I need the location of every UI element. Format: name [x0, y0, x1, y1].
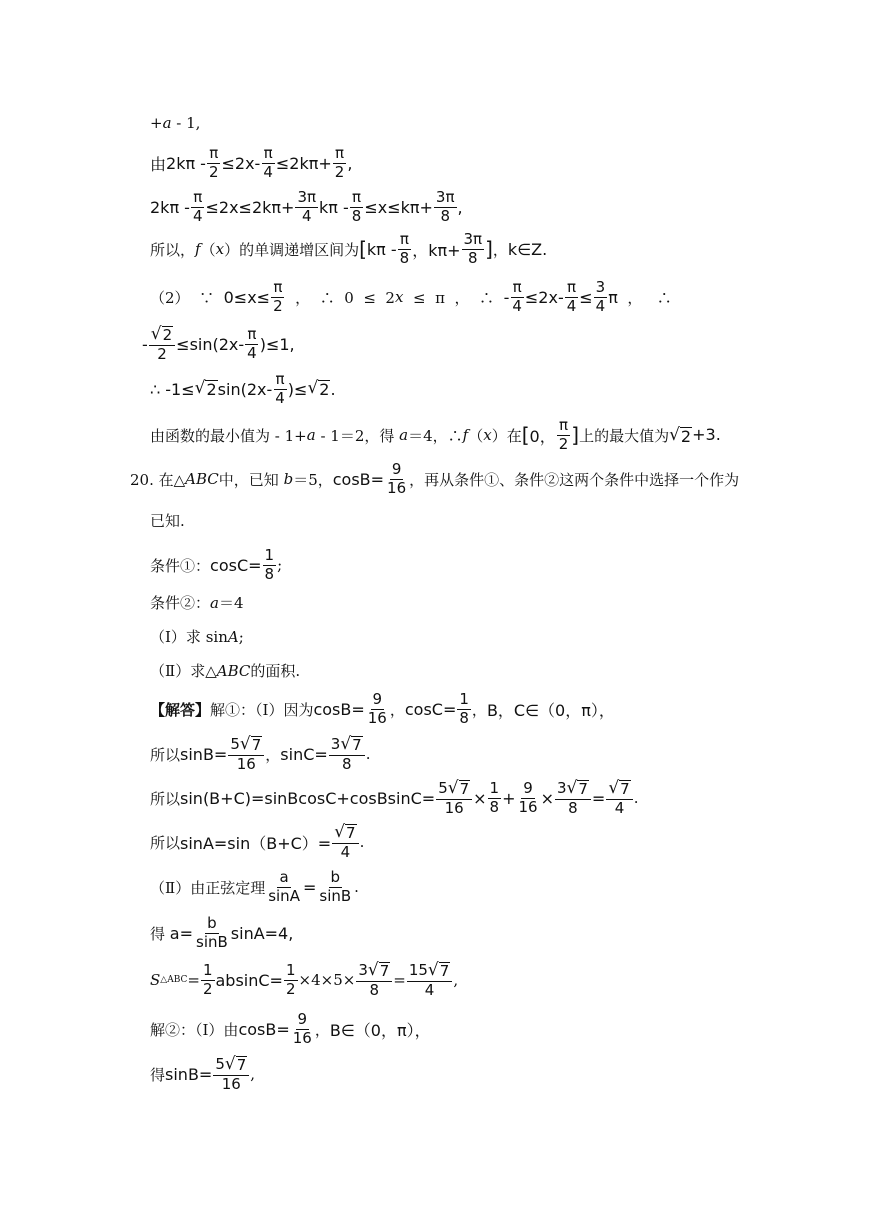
line-8: 由函数的最小值为 - 1+ a - 1＝2，得 a ＝4，∴ f （ x ）在 [ 0， $\frac{\pi}{2}$ ] 上的最大值为 √ 2 +3.: [150, 416, 721, 453]
line-23: 得 sinB= 5 √ 7 16 ,: [150, 1054, 256, 1093]
line-1: + a - 1,: [150, 114, 201, 132]
line-5: （2） ∵ 0≤x≤ $\frac{\pi}{2}$ ， ∴ 0 ≤ 2 x ≤ π ， ∴ - $\frac{\pi}{4}$ ≤2x- $\frac{\pi}{4}$ ≤ $\frac{3}{4}$ π ， ∴: [150, 278, 672, 315]
line-2: 由 2kπ - $\frac{\pi}{2}$ ≤2x- $\frac{\pi}{4}$ ≤2kπ+ $\frac{\pi}{2}$ ,: [150, 144, 353, 181]
condition-1: 条件①： cosC= $\frac{1}{8}$ ;: [150, 546, 283, 583]
problem-20-statement: 20. 在△ ABC 中，已知 b ＝5， cosB= $\frac{9}{16}$ ，再从条件①、条件②这两个条件中选择一个作为: [130, 460, 740, 497]
line-10: 已知.: [150, 512, 185, 530]
line-7: ∴ -1≤ √ 2 sin(2x- $\frac{\pi}{4}$ )≤ √ 2 .: [150, 370, 336, 407]
line-22: 解②：（Ⅰ）由 cosB= $\frac{9}{16}$ ， B∈（0，π），: [150, 1010, 431, 1047]
line-18: 所以 sinA=sin（B+C）= √ 7 4 .: [150, 822, 365, 861]
line-21: S △ABC = $\frac{1}{2}$ absinC= $\frac{1}{2}$ ×4×5× 3 √ 7 8 = 15 √ 7 4 ,: [150, 960, 459, 999]
condition-2: 条件②： a ＝4: [150, 593, 244, 612]
line-19: （Ⅱ）由正弦定理 $\frac{a}{\sin A}$ = $\frac{b}{\sin B}$ .: [150, 868, 359, 905]
question-1: （Ⅰ）求 sin A ;: [150, 627, 244, 646]
question-2: （Ⅱ）求△ ABC 的面积.: [150, 661, 301, 680]
line-6: - √ 2 2 ≤sin(2x- $\frac{\pi}{4}$ )≤1,: [142, 324, 295, 363]
line-3: 2kπ - $\frac{\pi}{4}$ ≤2x≤2kπ+ $\frac{3\pi}{4}$ kπ - $\frac{\pi}{8}$ ≤x≤kπ+ $\frac{3\pi}{8}$ ,: [150, 188, 463, 225]
solution-header: 【解答】 解①：（Ⅰ）因为 cosB= $\frac{9}{16}$ ， cosC= $\frac{1}{8}$ ， B，C∈（0，π），: [150, 690, 615, 727]
line-17: 所以 sin(B+C)=sinBcosC+cosBsinC= 5 √ 7 16 × $\frac{1}{8}$ + $\frac{9}{16}$ × 3 √ 7 8 = √ 7 4 .: [150, 778, 639, 817]
line-20: 得 a= $\frac{b}{\sin B}$ sinA=4,: [150, 914, 294, 951]
line-16: 所以 sinB= 5 √ 7 16 ， sinC= 3 √ 7 8 .: [150, 734, 371, 773]
line-4: 所以， f （ x ）的单调递增区间为 [ kπ - $\frac{\pi}{8}$ ，kπ+ $\frac{3\pi}{8}$ ] ， k∈Z.: [150, 230, 548, 267]
